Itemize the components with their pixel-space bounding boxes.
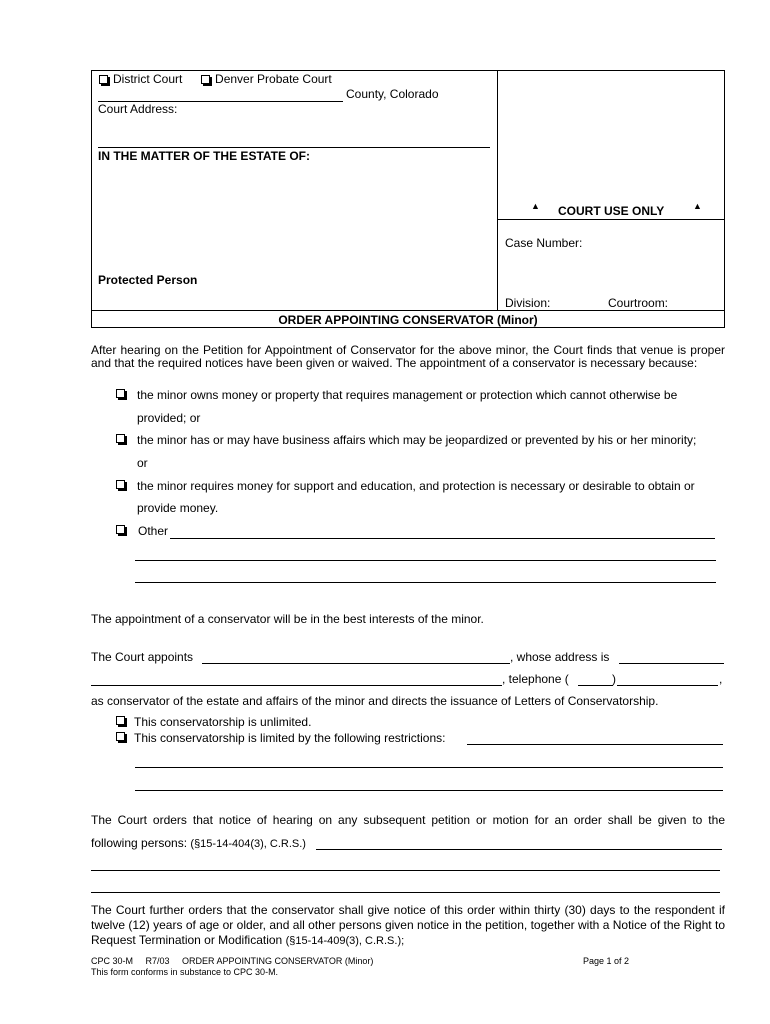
denver-probate-court-checkbox[interactable]	[201, 75, 210, 84]
other-line-3[interactable]	[135, 582, 716, 583]
division-label: Division:	[505, 296, 551, 310]
county-label: County, Colorado	[346, 87, 439, 101]
reason-3-checkbox[interactable]	[116, 480, 125, 489]
reason-2-line-1: the minor has or may have business affairs which may be jeopardized or prevented by his or her minority;	[137, 433, 697, 447]
footer-page-number: Page 1 of 2	[583, 956, 630, 966]
up-arrow-icon: ▲	[693, 201, 702, 211]
other-label: Other	[138, 524, 169, 538]
caption-divider	[497, 70, 498, 310]
district-court-checkbox[interactable]	[99, 75, 108, 84]
protected-person-label: Protected Person	[98, 273, 198, 287]
further-orders-statute: (§15-14-409(3), C.R.S.);	[285, 935, 405, 947]
best-interests-statement: The appointment of a conservator will be in the best interests of the minor.	[91, 612, 484, 626]
area-code-line[interactable]	[578, 685, 613, 686]
findings-intro: After hearing on the Petition for Appointment of Conservator for the above minor, the Court finds that venue is proper and that the required notices have been given or waived. The appointment of a conservator is necessary because:	[91, 343, 725, 370]
address-line-2[interactable]	[91, 685, 502, 686]
notice-line-1: The Court orders that notice of hearing on any subsequent petition or motion for an order shall be given to the	[91, 813, 725, 827]
unlimited-checkbox[interactable]	[116, 716, 125, 725]
other-line-2[interactable]	[135, 560, 716, 561]
limited-checkbox[interactable]	[116, 732, 125, 741]
reason-2-line-2: or	[137, 456, 148, 470]
persons-line-1[interactable]	[316, 849, 722, 850]
courtroom-label: Courtroom:	[608, 296, 669, 310]
address-line-1[interactable]	[619, 663, 724, 664]
reason-3-line-1: the minor requires money for support and education, and protection is necessary or desirable to obtain or	[137, 479, 695, 493]
restrictions-line-2[interactable]	[135, 767, 723, 768]
caption-box	[91, 70, 725, 328]
telephone-comma: ,	[719, 672, 723, 686]
persons-line-3[interactable]	[91, 892, 720, 893]
reason-1-checkbox[interactable]	[116, 389, 125, 398]
court-use-only-label: COURT USE ONLY	[558, 204, 665, 218]
telephone-label: , telephone (	[502, 672, 569, 686]
reason-1-line-1: the minor owns money or property that requires management or protection which cannot otherwise be	[137, 388, 678, 402]
up-arrow-icon: ▲	[531, 201, 540, 211]
telephone-number-line[interactable]	[617, 685, 718, 686]
limited-label: This conservatorship is limited by the following restrictions:	[134, 731, 446, 745]
whose-address-label: , whose address is	[510, 650, 610, 664]
restrictions-line-3[interactable]	[135, 790, 723, 791]
following-persons-label: following persons:	[91, 836, 188, 850]
reason-3-line-2: provide money.	[137, 501, 219, 515]
reason-1-line-2: provided; or	[137, 411, 201, 425]
notice-statute: (§15-14-404(3), C.R.S.)	[190, 838, 306, 850]
case-number-label: Case Number:	[505, 236, 583, 250]
paren-close: )	[612, 672, 616, 686]
reason-2-checkbox[interactable]	[116, 434, 125, 443]
appointee-name-line[interactable]	[202, 663, 510, 664]
footer-form-id: CPC 30-M R7/03 ORDER APPOINTING CONSERVATOR (Minor)	[91, 956, 374, 966]
court-address-label: Court Address:	[98, 102, 178, 116]
other-line-1[interactable]	[170, 538, 715, 539]
restrictions-line-1[interactable]	[467, 744, 723, 745]
unlimited-label: This conservatorship is unlimited.	[134, 715, 312, 729]
court-use-rule	[497, 219, 725, 220]
other-checkbox[interactable]	[116, 525, 125, 534]
as-conservator-text: as conservator of the estate and affairs of the minor and directs the issuance of Letters of Conservatorship.	[91, 694, 659, 708]
denver-probate-court-label: Denver Probate Court	[215, 72, 332, 86]
court-type-row	[99, 72, 332, 86]
persons-line-2[interactable]	[91, 870, 720, 871]
district-court-label: District Court	[113, 72, 183, 86]
court-address-line[interactable]	[98, 147, 490, 148]
following-persons-row	[91, 836, 306, 850]
title-rule	[91, 310, 725, 311]
footer-conforms: This form conforms in substance to CPC 30-M.	[91, 967, 279, 977]
estate-heading: IN THE MATTER OF THE ESTATE OF:	[98, 149, 310, 163]
page-title: ORDER APPOINTING CONSERVATOR (Minor)	[278, 313, 538, 327]
further-orders-text: The Court further orders that the conservator shall give notice of this order within thirty (30) days to the respondent if twelve (12) years of age or older, and all other persons given notice in the petition, together with a Notice of the Right to Request Termination or Modification	[91, 903, 725, 947]
court-appoints-label: The Court appoints	[91, 650, 194, 664]
further-orders-paragraph	[91, 903, 725, 949]
